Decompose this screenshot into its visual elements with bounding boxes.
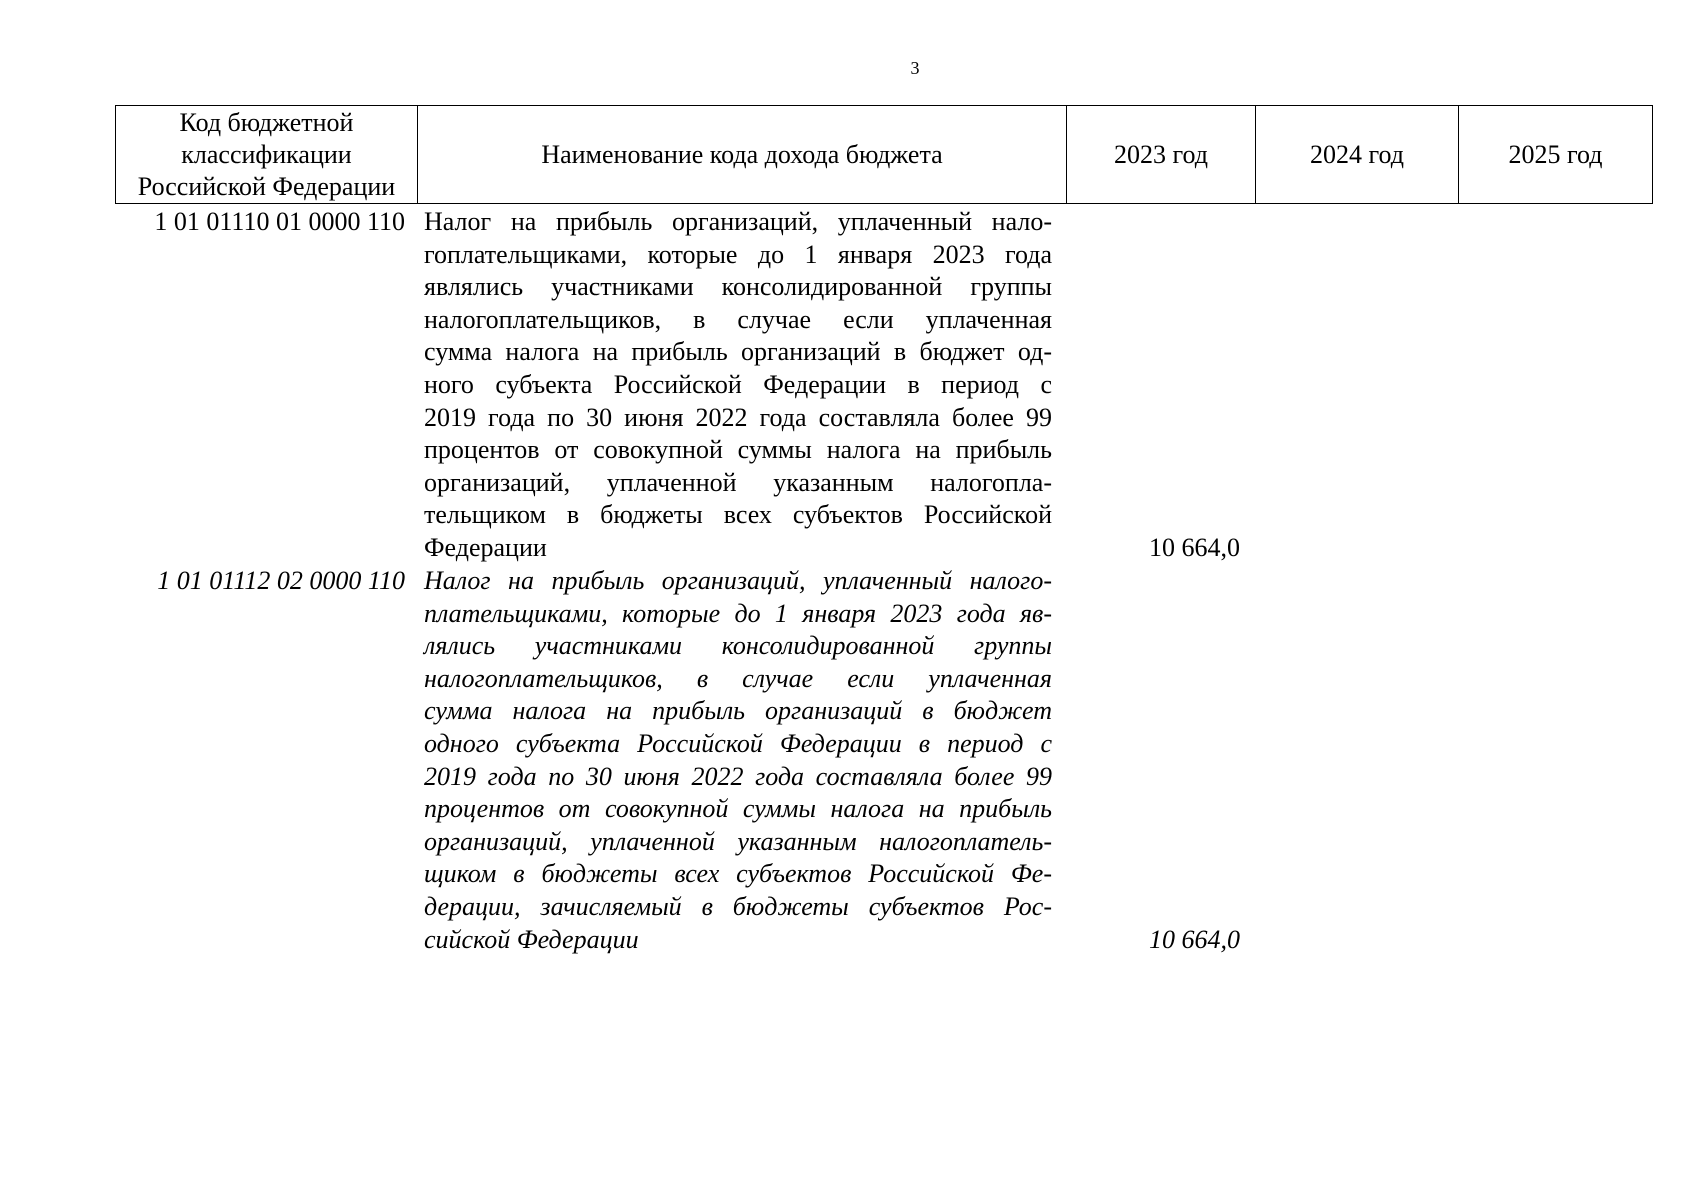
header-year-2024: 2024 год (1256, 106, 1459, 204)
table-header (115, 105, 1653, 204)
text-line: являлись участниками консолидированной группы (424, 272, 1052, 302)
header-code-column (116, 106, 418, 204)
page-number: 3 (910, 58, 920, 78)
text-line: процентов от совокупной суммы налога на прибыль (424, 435, 1052, 465)
text-line: лялись участниками консолидированной группы (424, 631, 1052, 661)
text-line: щиком в бюджеты всех субъектов Российской Фе- (424, 859, 1052, 889)
text-line: организаций, уплаченной указанным налогоплатель- (424, 826, 1052, 856)
header-code-line: Российской Федерации (137, 171, 396, 201)
row-1-value-2023: 10 664,0 (1149, 533, 1240, 562)
text-line: гоплательщиками, которые до 1 января 2023 года (424, 239, 1052, 269)
text-line: процентов от совокупной суммы налога на прибыль (424, 794, 1052, 824)
header-code-line: классификации (181, 139, 352, 169)
text-line: плательщиками, которые до 1 января 2023 года яв- (424, 598, 1052, 628)
text-line: Налог на прибыль организаций, уплаченный налого- (424, 566, 1052, 595)
text-line: налогоплательщиков, в случае если уплаченная (424, 304, 1052, 334)
text-line: Федерации (424, 532, 547, 562)
text-line: Налог на прибыль организаций, уплаченный нало- (424, 207, 1052, 236)
row-1-code: 1 01 01110 01 0000 110 (154, 207, 405, 236)
text-line: тельщиком в бюджеты всех субъектов Российской (424, 500, 1052, 530)
text-line: сумма налога на прибыль организаций в бюджет од- (424, 337, 1052, 367)
text-line: дерации, зачисляемый в бюджеты субъектов Рос- (424, 891, 1052, 921)
text-line: одного субъекта Российской Федерации в период с (424, 728, 1052, 758)
text-line: налогоплательщиков, в случае если уплаченная (424, 663, 1052, 693)
row-2-name (424, 565, 1052, 956)
row-2-code: 1 01 01112 02 0000 110 (157, 566, 405, 595)
text-line: сумма налога на прибыль организаций в бюджет (424, 696, 1052, 726)
header-year-2023: 2023 год (1067, 106, 1256, 204)
text-line: 2019 года по 30 июня 2022 года составляла более 99 (424, 402, 1052, 432)
header-year-2025: 2025 год (1459, 106, 1653, 204)
text-line: организаций, уплаченной указанным налогопла- (424, 467, 1052, 497)
header-code-line: Код бюджетной (179, 107, 354, 137)
header-name-column: Наименование кода дохода бюджета (418, 106, 1067, 204)
text-line: 2019 года по 30 июня 2022 года составляла более 99 (424, 761, 1052, 791)
row-1-name (424, 206, 1052, 565)
text-line: сийской Федерации (424, 924, 639, 954)
row-2-value-2023: 10 664,0 (1149, 925, 1240, 954)
text-line: ного субъекта Российской Федерации в период с (424, 369, 1052, 399)
